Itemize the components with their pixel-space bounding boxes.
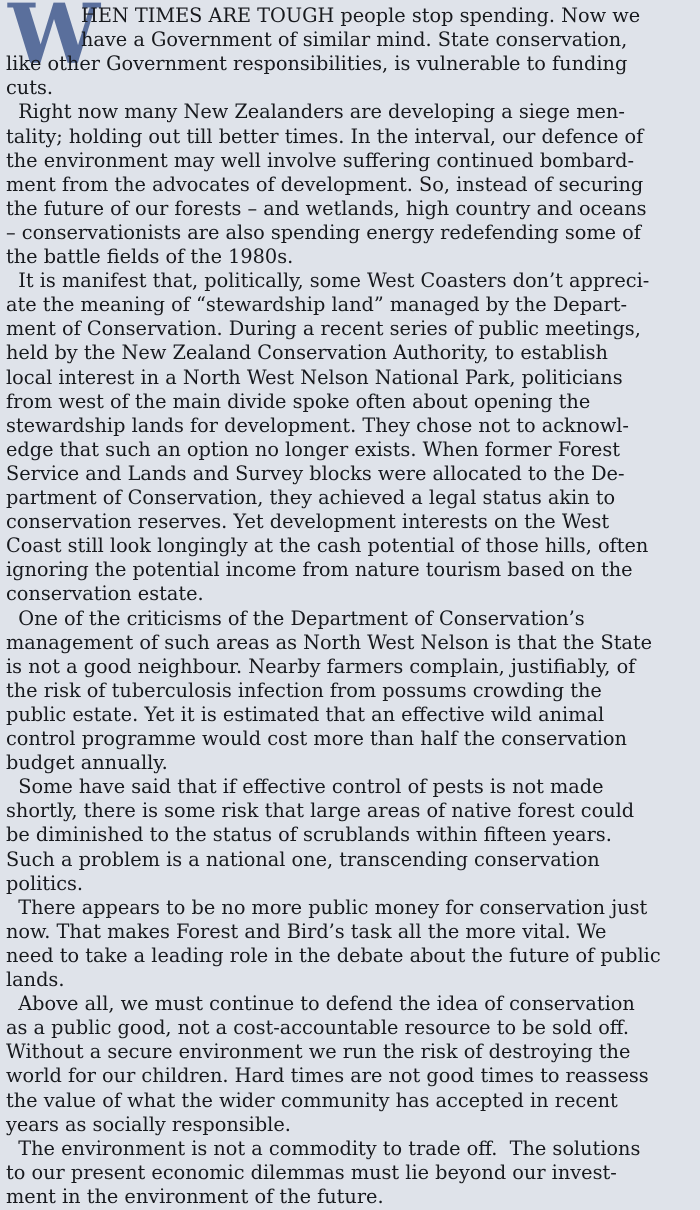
text-line: politics.	[6, 871, 84, 895]
text-line: the battle fields of the 1980s.	[6, 245, 294, 268]
text-line: Such a problem is a national one, transcending conservation	[6, 847, 600, 871]
text-line: cuts.	[6, 76, 53, 100]
text-line: need to take a leading role in the debate about the future of public	[6, 943, 661, 967]
text-line: ment of Conservation. During a recent series of public meetings,	[6, 317, 641, 341]
text-line: the risk of tuberculosis infection from possums crowding the	[6, 678, 602, 702]
text-line: stewardship lands for development. They chose not to acknowl-	[6, 413, 629, 437]
text-line: have a Government of similar mind. State conservation,	[81, 28, 628, 52]
text-line: the environment may well involve suffering continued bombard-	[6, 148, 634, 172]
text-line: be diminished to the status of scrublands within fifteen years.	[6, 823, 612, 847]
text-line: budget annually.	[6, 751, 168, 775]
text-line: Above all, we must continue to defend the idea of conservation	[6, 992, 635, 1016]
text-line: It is manifest that, politically, some West Coasters don’t appreci-	[6, 269, 650, 293]
text-line: management of such areas as North West Nelson is that the State	[6, 630, 653, 654]
text-line: tality; holding out till better times. In the interval, our defence of	[6, 124, 644, 148]
text-line: Without a secure environment we run the risk of destroying the	[6, 1040, 631, 1064]
text-line: from west of the main divide spoke often about opening the	[6, 389, 591, 413]
text-line: control programme would cost more than half the conservation	[6, 727, 627, 750]
text-line: conservation estate.	[6, 582, 204, 606]
text-line: world for our children. Hard times are not good times to reassess	[6, 1064, 649, 1088]
text-line: like other Government responsibilities, is vulnerable to funding	[6, 52, 628, 76]
text-line: the future of our forests – and wetlands, high country and oceans	[6, 196, 647, 220]
text-line: edge that such an option no longer exists. When former Forest	[6, 437, 620, 461]
text-line: ment in the environment of the future.	[6, 1184, 384, 1208]
text-line: One of the criticisms of the Department of Conservation’s	[6, 606, 585, 630]
text-line: shortly, there is some risk that large areas of native forest could	[6, 799, 635, 823]
text-line: ignoring the potential income from nature tourism based on the	[6, 558, 633, 582]
drop-cap-letter: W	[8, 0, 99, 83]
text-line: partment of Conservation, they achieved a legal status akin to	[6, 486, 616, 509]
text-line: local interest in a North West Nelson National Park, politicians	[6, 365, 623, 389]
text-line: Right now many New Zealanders are developing a siege men-	[6, 100, 625, 124]
text-line: now. That makes Forest and Bird’s task all the more vital. We	[6, 919, 607, 943]
text-line: public estate. Yet it is estimated that an effective wild animal	[6, 702, 605, 726]
text-line: HEN TIMES ARE TOUGH people stop spending. Now we	[81, 4, 641, 27]
text-line: lands.	[6, 968, 65, 991]
text-line: the value of what the wider community has accepted in recent	[6, 1088, 618, 1112]
text-line: There appears to be no more public money for conservation just	[6, 895, 648, 919]
text-line: ment from the advocates of development. So, instead of securing	[6, 172, 644, 196]
text-line: Some have said that if effective control of pests is not made	[6, 775, 604, 799]
text-line: to our present economic dilemmas must lie beyond our invest-	[6, 1160, 617, 1184]
text-line: held by the New Zealand Conservation Authority, to establish	[6, 341, 608, 365]
text-line: years as socially responsible.	[6, 1112, 291, 1136]
text-line: is not a good neighbour. Nearby farmers complain, justifiably, of	[6, 654, 636, 678]
text-line: ate the meaning of “stewardship land” managed by the Depart-	[6, 293, 628, 317]
text-line: Service and Lands and Survey blocks were allocated to the De-	[6, 461, 625, 485]
text-line: as a public good, not a cost-accountable resource to be sold off.	[6, 1016, 629, 1040]
text-line: conservation reserves. Yet development interests on the West	[6, 510, 610, 534]
text-line: – conservationists are also spending energy redefending some of	[6, 220, 641, 244]
text-line: The environment is not a commodity to trade off. The solutions	[6, 1136, 641, 1160]
text-line: Coast still look longingly at the cash potential of those hills, often	[6, 534, 649, 558]
